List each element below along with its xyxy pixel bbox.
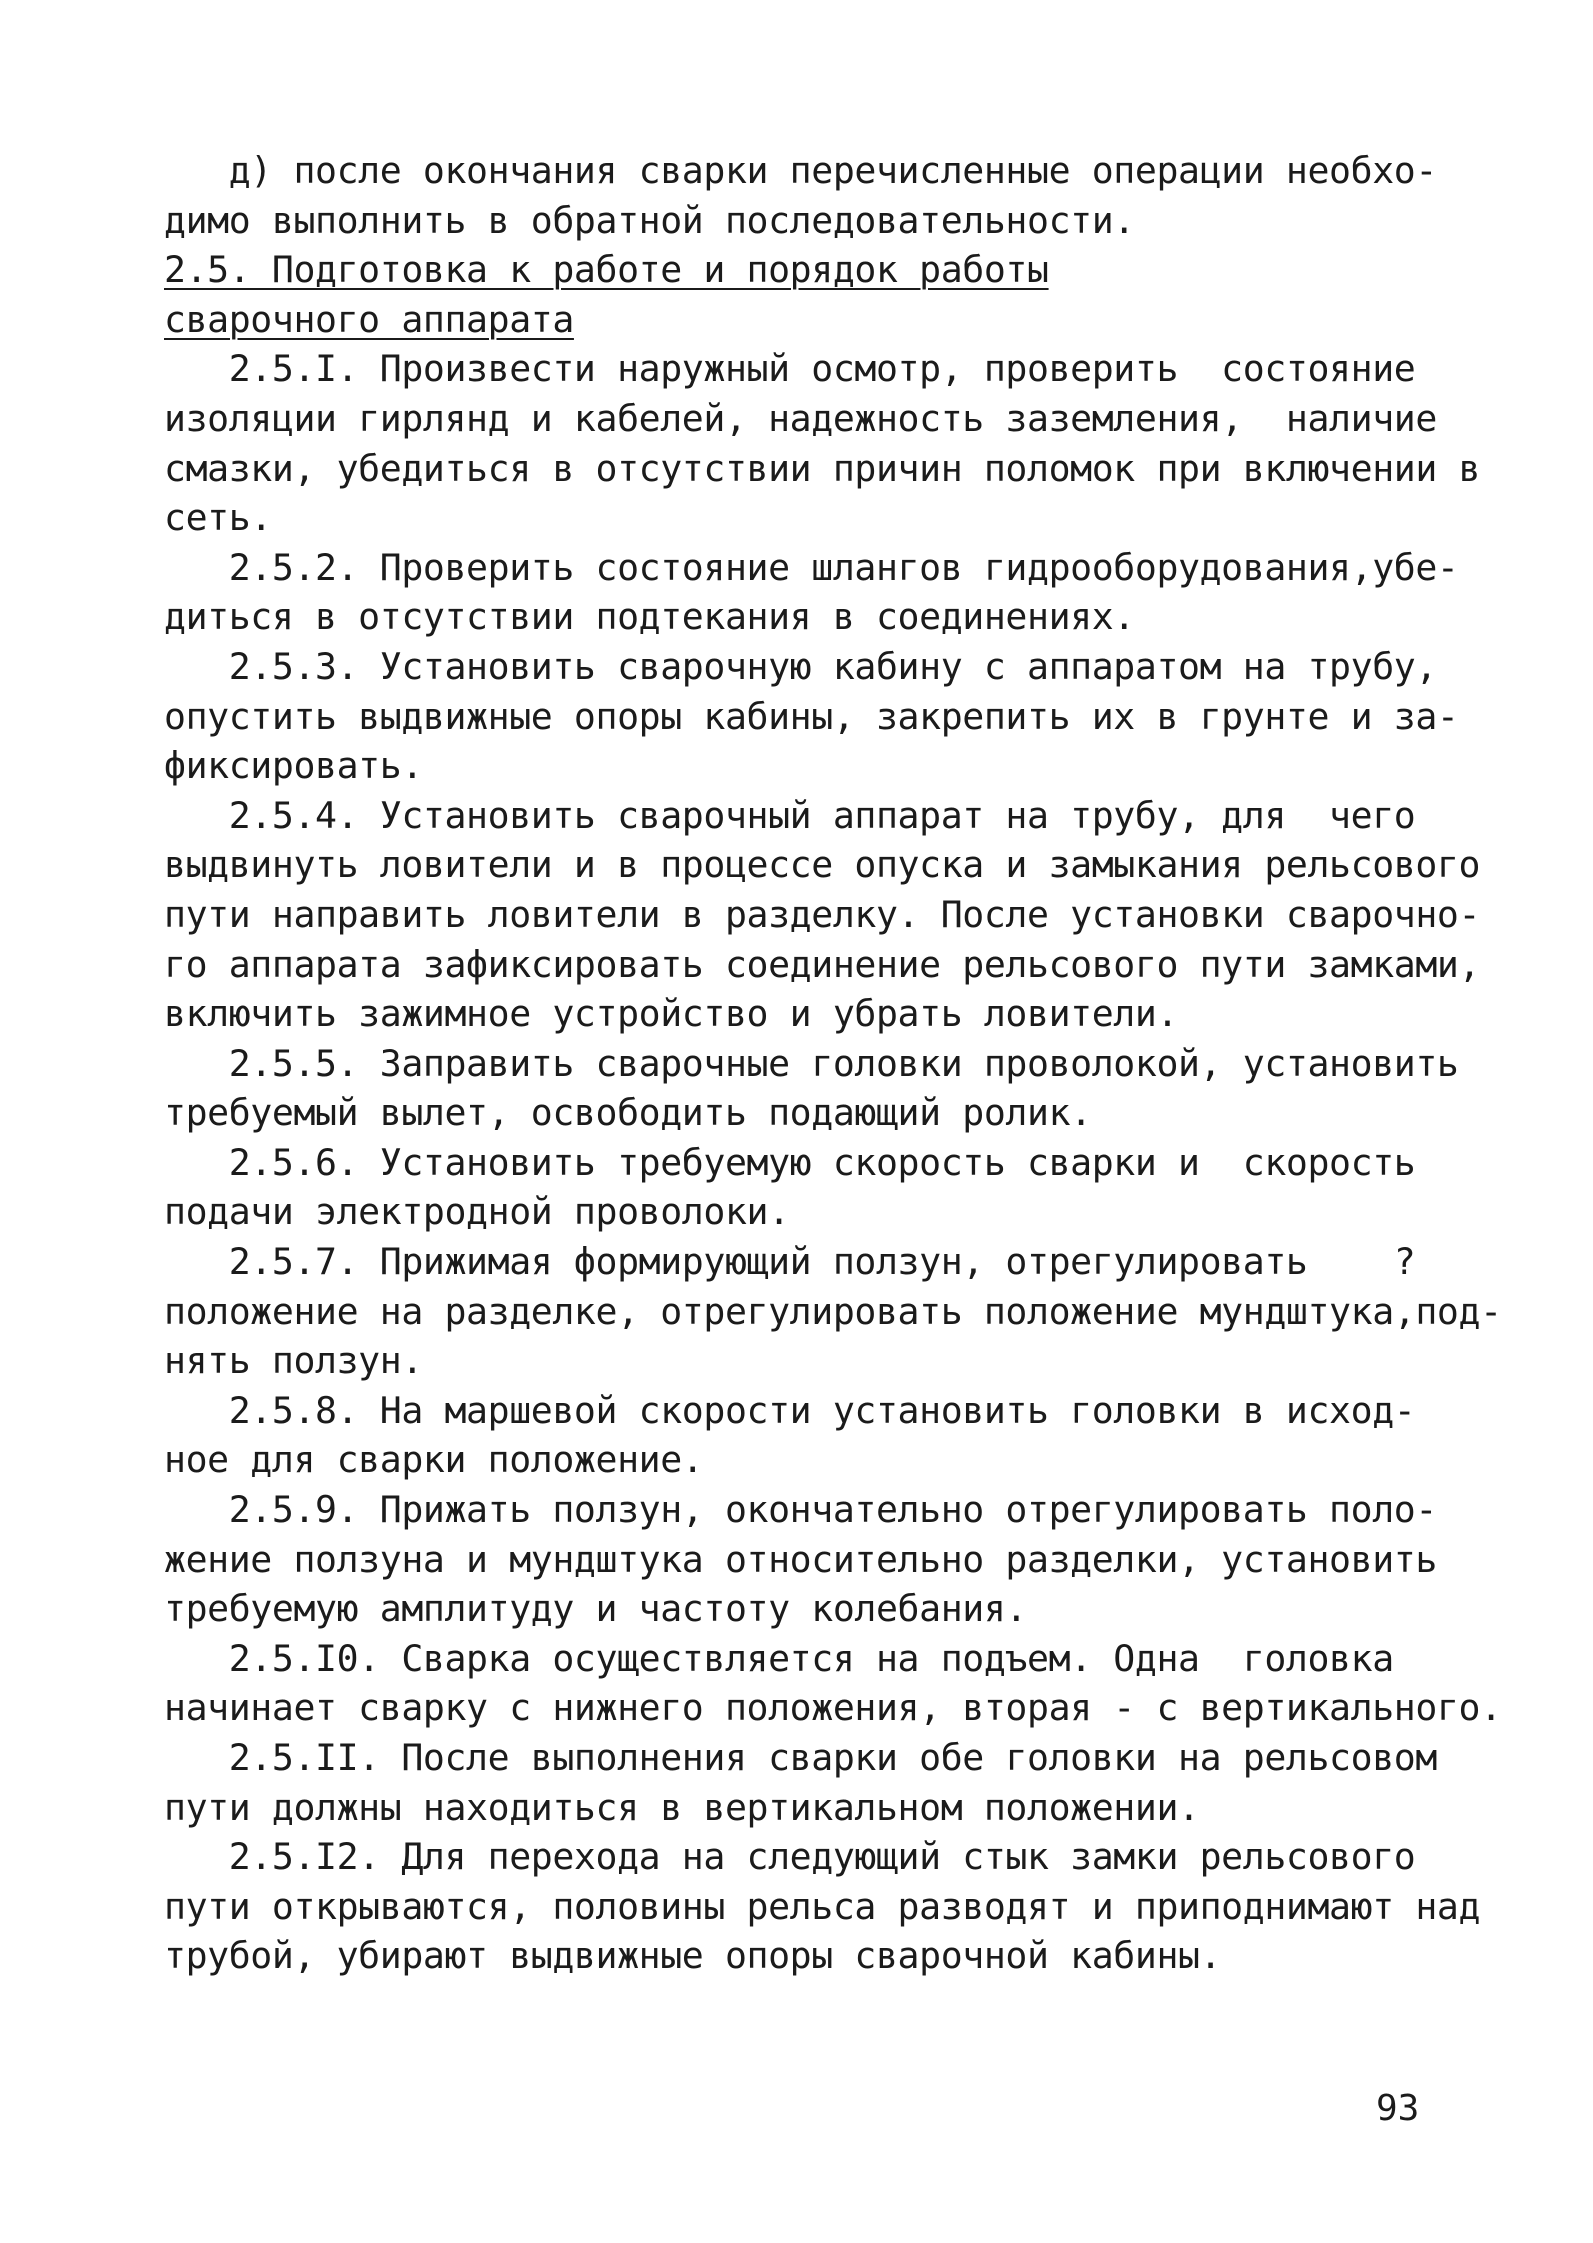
text-line xyxy=(164,1931,1434,1981)
document-body xyxy=(164,146,1502,1981)
line-text: жение ползуна и мундштука относительно разделки, установить xyxy=(164,1537,1437,1581)
line-text: 2.5.I0. Сварка осуществляется на подъем. Одна головка xyxy=(164,1636,1394,1680)
text-line xyxy=(164,543,1459,593)
text-line xyxy=(164,1039,1459,1089)
line-text: включить зажимное устройство и убрать ловители. xyxy=(164,992,1179,1036)
line-text: сварочного аппарата xyxy=(164,297,574,341)
line-text: трубой, убирают выдвижные опоры сварочной кабины. xyxy=(164,1934,1222,1978)
line-text: изоляции гирлянд и кабелей, надежность заземления, наличие xyxy=(164,396,1437,440)
text-line xyxy=(164,493,1434,543)
line-text: выдвинуть ловители и в процессе опуска и замыкания рельсового xyxy=(164,843,1481,887)
text-line xyxy=(164,394,1437,444)
line-text: подачи электродной проволоки. xyxy=(164,1190,790,1234)
text-line xyxy=(164,1435,1434,1485)
line-text: 2.5.2. Проверить состояние шлангов гидрооборудования,убе- xyxy=(164,545,1459,589)
page-number: 93 xyxy=(1376,2088,1420,2129)
line-text: диться в отсутствии подтекания в соединениях. xyxy=(164,595,1135,639)
text-line xyxy=(164,1187,1434,1237)
line-text: 2.5.I2. Для перехода на следующий стык замки рельсового xyxy=(164,1835,1416,1879)
line-text: 2.5.3. Установить сварочную кабину с аппаратом на трубу, xyxy=(164,644,1437,688)
line-text: 2.5.6. Установить требуемую скорость сварки и скорость xyxy=(164,1140,1416,1184)
line-text: 2.5.I. Произвести наружный осмотр, проверить состояние xyxy=(164,347,1416,391)
line-text: требуемую амплитуду и частоту колебания. xyxy=(164,1587,1027,1631)
text-line xyxy=(164,146,1437,196)
line-text: ное для сварки положение. xyxy=(164,1438,704,1482)
line-text: начинает сварку с нижнего положения, вторая - с вертикального. xyxy=(164,1686,1502,1730)
section-title-line xyxy=(164,245,1434,295)
line-text: д) после окончания сварки перечисленные операции необхо- xyxy=(164,149,1437,192)
line-text: 2.5. Подготовка к работе и порядок работы xyxy=(164,248,1049,292)
line-text: фиксировать. xyxy=(164,744,423,788)
line-text: опустить выдвижные опоры кабины, закрепить их в грунте и за- xyxy=(164,694,1459,738)
text-line xyxy=(164,1386,1434,1436)
text-line xyxy=(164,444,1481,494)
text-line xyxy=(164,592,1434,642)
text-line xyxy=(164,989,1434,1039)
line-text: нять ползун. xyxy=(164,1339,423,1383)
text-line xyxy=(164,940,1481,990)
text-line xyxy=(164,1485,1437,1535)
text-line xyxy=(164,890,1481,940)
line-text: 2.5.9. Прижать ползун, окончательно отрегулировать поло- xyxy=(164,1488,1437,1532)
text-line xyxy=(164,1088,1434,1138)
text-line xyxy=(164,1882,1481,1932)
text-line xyxy=(164,1287,1502,1337)
text-line xyxy=(164,692,1459,742)
line-text: го аппарата зафиксировать соединение рельсового пути замками, xyxy=(164,942,1481,986)
text-line xyxy=(164,1584,1434,1634)
line-text: 2.5.8. На маршевой скорости установить головки в исход- xyxy=(164,1388,1416,1432)
text-line xyxy=(164,1336,1434,1386)
text-line xyxy=(164,791,1434,841)
line-text: димо выполнить в обратной последовательности. xyxy=(164,198,1135,242)
text-line xyxy=(164,1683,1502,1733)
text-line xyxy=(164,344,1434,394)
line-text: требуемый вылет, освободить подающий ролик. xyxy=(164,1091,1092,1135)
line-text: пути должны находиться в вертикальном положении. xyxy=(164,1785,1200,1829)
text-line xyxy=(164,840,1481,890)
text-line xyxy=(164,741,1434,791)
line-text: 2.5.5. Заправить сварочные головки проволокой, установить xyxy=(164,1041,1459,1085)
text-line xyxy=(164,1138,1434,1188)
line-text: пути направить ловители в разделку. После установки сварочно- xyxy=(164,892,1481,936)
line-text: 2.5.II. После выполнения сварки обе головки на рельсовом xyxy=(164,1736,1437,1779)
text-line xyxy=(164,1634,1434,1684)
text-line xyxy=(164,1733,1437,1783)
line-text: 2.5.4. Установить сварочный аппарат на трубу, для чего xyxy=(164,793,1416,837)
section-title-line xyxy=(164,295,1434,345)
line-text: сеть. xyxy=(164,496,272,540)
text-line xyxy=(164,196,1434,246)
line-text: положение на разделке, отрегулировать положение мундштука,под- xyxy=(164,1289,1502,1333)
text-line xyxy=(164,1237,1434,1287)
text-line xyxy=(164,642,1437,692)
text-line xyxy=(164,1832,1434,1882)
text-line xyxy=(164,1783,1434,1833)
line-text: 2.5.7. Прижимая формирующий ползун, отрегулировать ? xyxy=(164,1240,1416,1284)
line-text: смазки, убедиться в отсутствии причин поломок при включении в xyxy=(164,446,1481,490)
text-line xyxy=(164,1535,1437,1585)
line-text: пути открываются, половины рельса разводят и приподнимают над xyxy=(164,1884,1481,1928)
